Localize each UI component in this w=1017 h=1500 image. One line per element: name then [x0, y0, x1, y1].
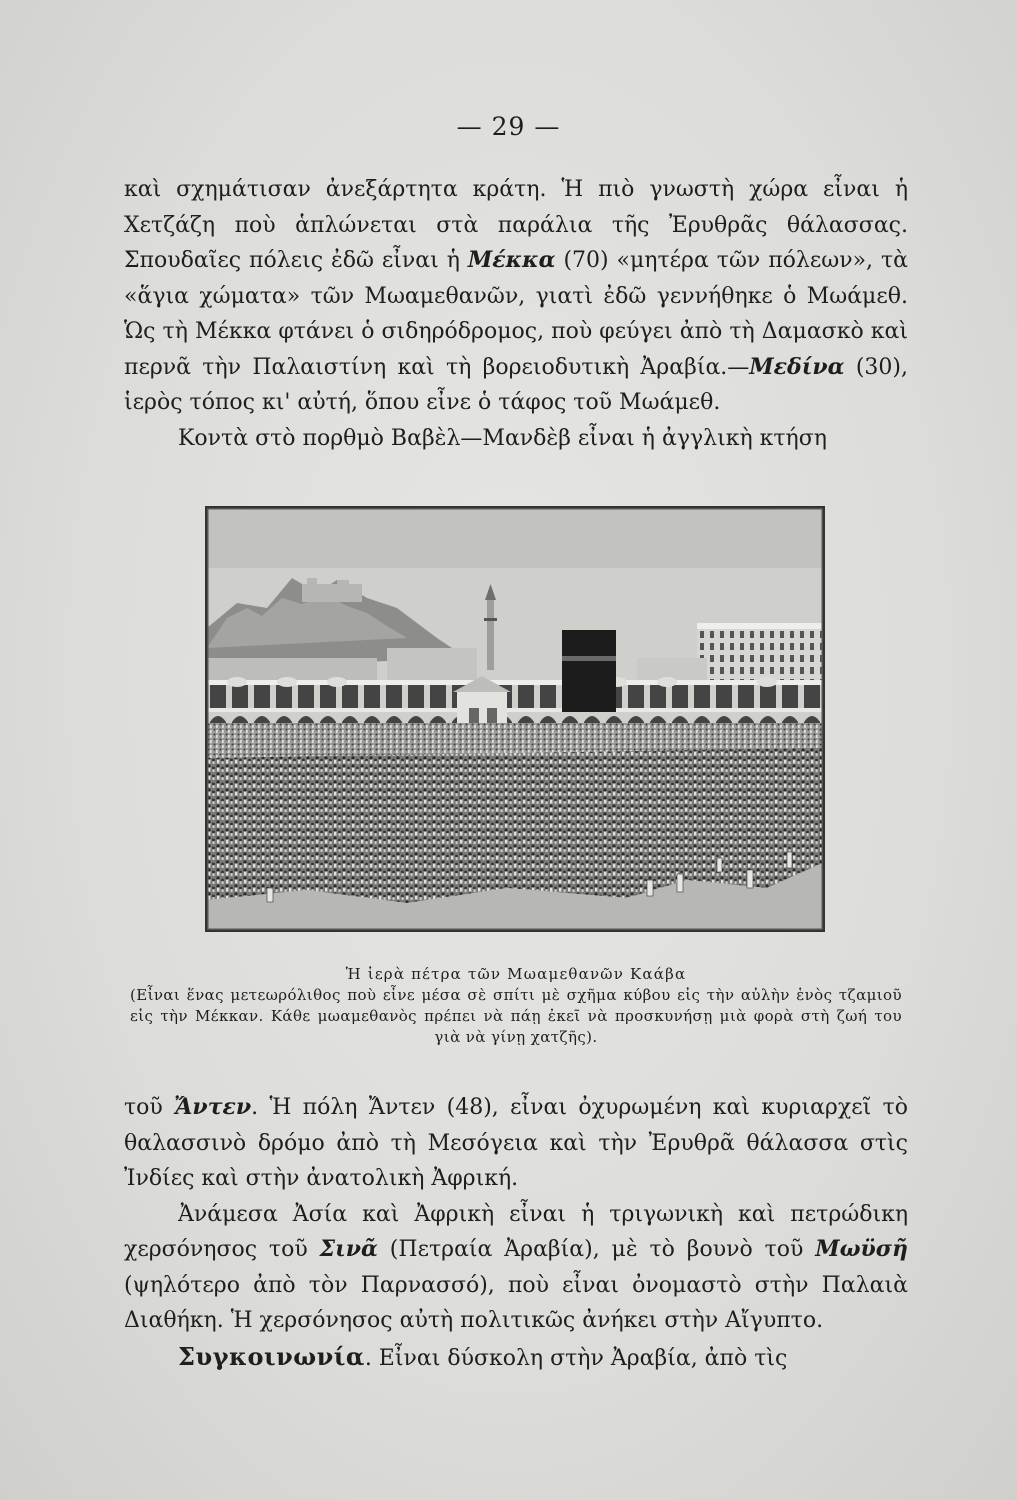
text-segment: (ψηλότερο ἀπὸ τὸν Παρνασσό), ποὺ εἶναι ὀνομαστὸ στὴν Παλαιὰ Διαθήκη. Ἡ χερσόνησος αὐτὴ πολιτικῶς ἀνήκει στὴν Αἴγυπτο. [124, 1272, 908, 1333]
paragraph [124, 172, 908, 421]
text-segment: . Εἶναι δύσκολη στὴν Ἀραβία, ἀπὸ τὶς [364, 1345, 788, 1371]
caption-title: Ἡ ἱερὰ πέτρα τῶν Μωαμεθανῶν Καάβα [345, 965, 687, 983]
text-segment: (Πετραία Ἀραβία), μὲ τὸ βουνὸ τοῦ [377, 1237, 816, 1262]
text-segment: Κοντὰ στὸ πορθμὸ Βαβὲλ—Μανδὲβ εἶναι ἡ ἀγγλικὴ κτήση [178, 425, 827, 451]
place-name-moses: Μωϋσῆ [815, 1236, 908, 1262]
text-segment: καὶ σχημάτισαν ἀνεξάρτητα κράτη. Ἡ πιὸ γνωστὴ χώρα εἶναι ἡ Χετζάζη ποὺ ἁπλώνεται στὰ παράλια τῆς Ἐρυθρᾶς θάλασσας. Σπουδαῖες πόλεις ἐδῶ εἶναι ἡ [124, 177, 908, 273]
paragraph [124, 1197, 908, 1339]
place-name-sinai: Σινᾶ [319, 1236, 378, 1262]
text-segment: . Ἡ πόλη Ἄντεν (48), εἶναι ὀχυρωμένη καὶ κυριαρχεῖ τὸ θαλασσινὸ δρόμο ἀπὸ τὴ Μεσόγεια καὶ τὴν Ἐρυθρᾶ θάλασσα στὶς Ἰνδίες καὶ στὴν ἀνατολικὴ Ἀφρική. [124, 1095, 908, 1191]
paragraph [124, 1339, 908, 1377]
place-name-aden: Ἄντεν [174, 1094, 252, 1120]
text-segment: τοῦ [124, 1095, 175, 1120]
text-segment: (70) «μητέρα τῶν πόλεων», τὰ «ἅγια χώματα» τῶν Μωαμεθανῶν, γιατὶ ἐδῶ γεννήθηκε ὁ Μωάμεθ. Ὡς τὴ Μέκκα φτάνει ὁ σιδηρόδρομος, ποὺ φεύγει ἀπὸ τὴ Δαμασκὸ καὶ περνᾶ τὴν Παλαιστίνη καὶ τὴ βορειοδυτικὴ Ἀραβία.— [124, 248, 909, 380]
top-text-block [124, 172, 908, 456]
text-segment: Ἀνάμεσα Ἀσία καὶ Ἀφρικὴ εἶναι ἡ τριγωνικὴ καὶ πετρώδικη χερσόνησος τοῦ [124, 1201, 908, 1262]
page-number: — 29 — [456, 112, 561, 141]
place-name-medina: Μεδίνα [749, 353, 845, 380]
kaaba-photograph [205, 506, 825, 932]
caption-body: (Εἶναι ἕνας μετεωρόλιθος ποὺ εἶνε μέσα σὲ σπίτι μὲ σχῆμα κύβου εἰς τὴν αὐλὴν ἑνὸς τζαμιοῦ εἰς τὴν Μέκκαν. Κάθε μωαμεθανὸς πρέπει νὰ πάῃ ἐκεῖ νὰ προσκυνήσῃ μιὰ φορὰ στὴ ζωή του γιὰ νὰ γίνῃ χατζῆς). [130, 986, 902, 1046]
text-segment: (30), ἱερὸς τόπος κι' αὐτή, ὅπου εἶνε ὁ τάφος τοῦ Μωάμεθ. [124, 354, 908, 415]
kaaba-photograph-illustration [207, 508, 823, 930]
bottom-text-block [124, 1090, 908, 1376]
figure-caption [124, 964, 908, 1048]
paragraph [124, 1090, 908, 1197]
paragraph [124, 421, 908, 457]
section-heading-communication: Συγκοινωνία [178, 1341, 365, 1371]
place-name-mecca: Μέκκα [467, 247, 556, 273]
